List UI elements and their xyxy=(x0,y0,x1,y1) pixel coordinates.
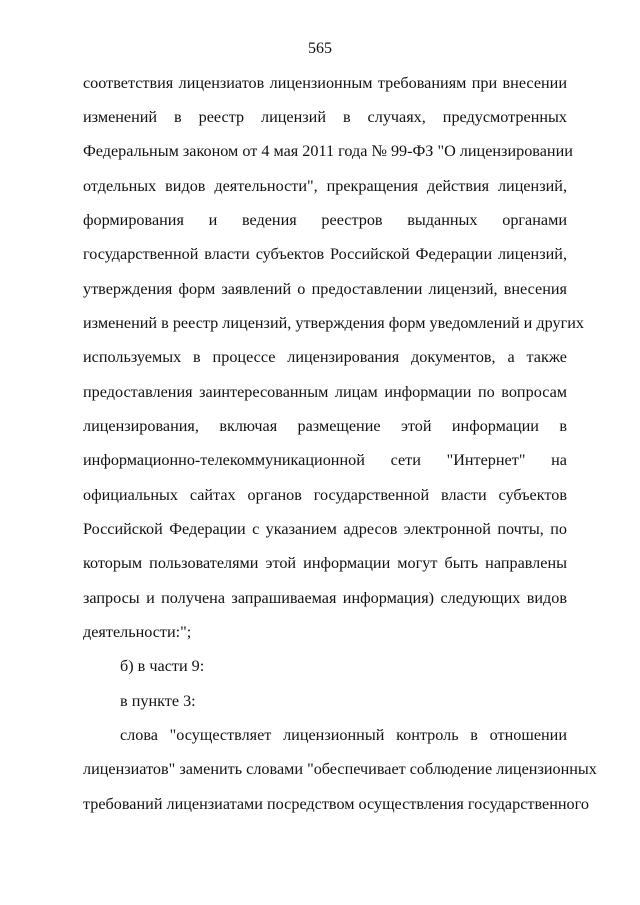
text-line: отдельных видов деятельности", прекращения действия лицензий, xyxy=(83,177,567,195)
text-line: которым пользователями этой информации могут быть направлены xyxy=(83,554,567,572)
page-number: 565 xyxy=(308,40,332,57)
text-line: формирования и ведения реестров выданных органами xyxy=(83,211,567,229)
text-line: предоставления заинтересованным лицам информации по вопросам xyxy=(83,383,567,401)
text-line: лицензирования, включая размещение этой информации в xyxy=(83,417,567,435)
text-line: официальных сайтах органов государственной власти субъектов xyxy=(83,486,567,504)
text-line: требований лицензиатами посредством осуществления государственного xyxy=(83,795,589,813)
text-line: в пункте 3: xyxy=(120,692,196,710)
text-line: деятельности:"; xyxy=(83,623,192,641)
text-line: запросы и получена запрашиваемая информация) следующих видов xyxy=(83,589,567,607)
text-line: слова "осуществляет лицензионный контроль в отношении xyxy=(120,726,567,744)
text-line: утверждения форм заявлений о предоставлении лицензий, внесения xyxy=(83,280,567,298)
text-line: информационно-телекоммуникационной сети "Интернет" на xyxy=(83,451,567,469)
text-line: Российской Федерации с указанием адресов электронной почты, по xyxy=(83,520,567,538)
text-line: государственной власти субъектов Российской Федерации лицензий, xyxy=(83,245,567,263)
text-line: соответствия лицензиатов лицензионным требованиям при внесении xyxy=(83,74,567,92)
text-line: Федеральным законом от 4 мая 2011 года № 99-ФЗ "О лицензировании xyxy=(83,142,573,160)
text-line: изменений в реестр лицензий в случаях, предусмотренных xyxy=(83,108,567,126)
text-line: используемых в процессе лицензирования документов, а также xyxy=(83,348,567,366)
text-line: б) в части 9: xyxy=(120,657,205,675)
text-line: лицензиатов" заменить словами "обеспечивает соблюдение лицензионных xyxy=(83,760,597,778)
text-line: изменений в реестр лицензий, утверждения форм уведомлений и других xyxy=(83,314,584,332)
